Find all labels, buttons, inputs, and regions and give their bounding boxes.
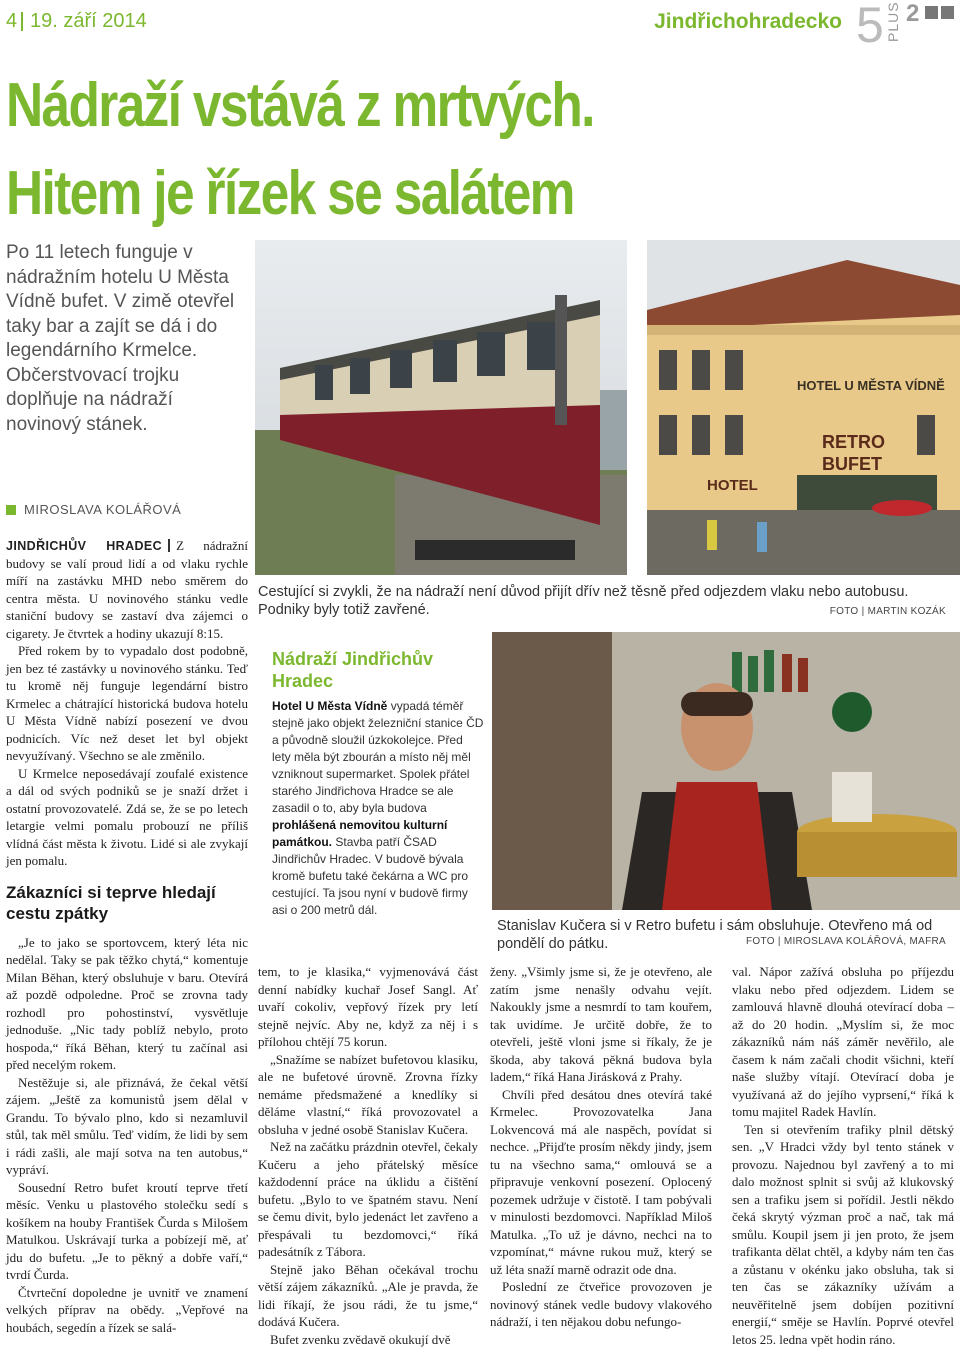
info-box-text: [272, 698, 484, 919]
author-name: MIROSLAVA KOLÁŘOVÁ: [24, 502, 181, 517]
article-paragraph: val. Nápor zažívá obsluha po příjezdu vlaku nebo před odjezdem. Lidem se zamlouvá hlavně dlouhá otevírací doba – až do 20 hodin. „Myslím si, že moc zákazníků nám náš záměr nevěřilo, ale časem k nám začali chodit všichni, kteří naše služby vítají. Otevírací doba je využívaná až do jejího vyprsení,“ říká k tomu majitel Radek Havlín.: [732, 963, 954, 1121]
photo2-caption: Stanislav Kučera si v Retro bufetu i sám obsluhuje. Otevřeno má od pondělí do pátku.: [497, 917, 952, 953]
retro-sign: RETRO: [822, 432, 885, 452]
article-paragraph: Stejně jako Běhan očekával trochu větší zájem zákazníků. „Ale je pravda, že lidi říkají, že jsou rádi, že tu jsme,“ dodává Kučera.: [258, 1261, 478, 1331]
info-box-text-2: Stavba patří ČSAD Jindřichův Hradec. V budově bývala kromě bufetu také čekárna a WC pro cestující. Ta jsou nyní v budově firmy asi o 200 metrů dál.: [272, 835, 468, 917]
article-column-2: [258, 963, 478, 1348]
dateline-divider: [168, 539, 170, 552]
info-box-text-1: vypadá téměř stejně jako objekt železniční stanice ČD a původně sloužil úzkokolejce. Před lety měla být zbourán a místo něj měl vzniknout supermarket. Spolek přátel starého Jindřichova Hradce se ale zasadil o to, aby byla budova: [272, 699, 483, 815]
byline: [6, 502, 181, 517]
train-photo: [255, 240, 627, 575]
info-box-title: Nádraží Jindřichův Hradec: [272, 648, 484, 692]
logo-superscript: 2: [906, 0, 919, 28]
paragraph-text: Z nádražní budovy se valí proud lidí a od vlaku rychle míří na zastávku MHD nebo směrem do centra města. U novinového stánku vedle staniční budovy se zastaví dva zájemci o cigarety. Je čtvrtek a hodiny ukazují 8:15.: [6, 538, 248, 641]
article-paragraph: Než na začátku prázdnin otevřel, čekaly Kučeru a jeho přátelský měsíce každodenní práce na úklidu a čištění bufetu. „Bylo to ve špatném stavu. Není se čemu divit, bylo jedenáct let zavřeno a přespávali tu bezdomovci,“ říká padesátník z Tábora.: [258, 1138, 478, 1261]
perex: Po 11 letech funguje v nádražním hotelu U Města Vídně bufet. V zimě otevřel taky bar a zajít se dá i do legendárního Krmelce. Občerstvovací trojku doplňuje na nádraží novinový stánek.: [6, 241, 246, 437]
info-box-bold-1: Hotel U Města Vídně: [272, 699, 387, 713]
article-paragraph: Čtvrteční dopoledne je uvnitř ve znamení velkých příprav na obědy. „Vepřové na houbách, segedín a řízek se salá-: [6, 1284, 248, 1337]
photo2-credit: FOTO | MIROSLAVA KOLÁŘOVÁ, MAFRA: [746, 936, 946, 947]
bartender-photo: [492, 632, 960, 910]
logo-number: 5: [856, 0, 884, 54]
article-paragraph: Sousední Retro bufet kroutí teprve třetí měsíc. Venku u plastového stolečku sedí s košíkem na houby František Čurda s Milošem Matulkou. Uskrávají turka a pobízejí mě, ať jdu do bufetu. „Je to pěkný a dobře vaří,“ tvrdí Čurda.: [6, 1179, 248, 1284]
hotel-photo: [647, 240, 960, 575]
article-paragraph: U Krmelce neposedávají zoufalé existence a dál od svých podniků se je snaží držet i ostatní provozovatelé. Zdá se, že se po letech letargie velmi pomalu probouzí ne příliš vlídná část města k životu. Lidé si ale zvykají jen pomalu.: [6, 765, 248, 870]
photo1-caption: Cestující si zvykli, že na nádraží není důvod přijít dřív než těsně před odjezdem vlaku nebo autobusu. Podniky byly totiž zavřené.: [258, 583, 958, 619]
info-box-bold-2: prohlášená nemovitou kulturní památkou.: [272, 818, 447, 849]
info-box: [272, 648, 484, 919]
article-paragraph: Bufet zvenku zvědavě okukují dvě: [258, 1331, 478, 1348]
article-paragraph: tem, to je klasika,“ vyjmenovává část denní nabídky kuchař Josef Sangl. Ať uvaří cokoliv, vepřový řízek pry letí stejně nejvíc. Aby ne, když za něj i s přílohou chtějí 75 korun.: [258, 963, 478, 1051]
article-column-4: [732, 963, 954, 1348]
photo1-credit: FOTO | MARTIN KOZÁK: [830, 606, 946, 617]
article-paragraph: ženy. „Všimly jsme si, že je otevřeno, ale zatím jsme nenašly odvahu vejít. Nakoukly jsme a nesmrdí to tam kouřem, tak uvidíme. Je určitě dobře, že to otevřeli, ještě vloni jsme si říkaly, že je škoda, aby taková pěkná budova byla ladem,“ říká Hana Jirásková z Prahy.: [490, 963, 712, 1086]
section-name: Jindřichohradecko: [654, 10, 842, 34]
article-paragraph: „Je to jako se sportovcem, který léta nic nedělal. Taky se pak těžko chytá,“ komentuje Milan Běhan, který obsluhuje v baru. Otevírá až pozdě odpoledne. Proč se zrovna tady rozhodl pro pohostinství, vysvětluje jednoduše. „Nic tady poblíž nebylo, proto hospoda,“ říká Běhan, který tu začínal asi před necelým rokem.: [6, 934, 248, 1074]
article-paragraph: Před rokem by to vypadalo dost podobně, jen bez té zastávky u novinového stánku. Teď tu kromě něj funguje legendární bistro Krmelec a chátrající historická budova hotelu U Města Vídně nabízí posezení ve dvou podnicích. Víc než deset let byl objekt nevyužívaný. Všechno se ale změnilo.: [6, 642, 248, 765]
header-divider: [21, 12, 23, 31]
article-paragraph: Chvíli před desátou dnes otevírá také Krmelec. Provozovatelka Jana Lokvencová má ale naspěch, povídat si nechce. „Přijďte prosím někdy jindy, jsem tu na všechno sama,“ omlouvá se a připravuje venkovní posezení. Oplocený pozemek udržuje v čistotě. I tam pobývali v minulosti bezdomovci. Například Miloš Matulka. „To už je dávno, nechci na to vzpomínat,“ mávne rukou muž, který se už léta snaží marně odrazit ode dna.: [490, 1086, 712, 1279]
article-paragraph: [6, 537, 248, 642]
page-number: 4: [6, 10, 17, 33]
article-paragraph: Nestěžuje si, ale přiznává, že čekal větší zájem. „Ještě za komunistů jsem dělal v Grandu. To bývalo plno, kdo si nezamluvil stůl, tak měl smůlu. Teď vidím, že lidi by sem i rádi zašli, ale mají sotva na ten autobus,“ vypráví.: [6, 1074, 248, 1179]
article-paragraph: Ten si otevřením trafiky plnil dětský sen. „V Hradci vždy byl tento stánek v provozu. Najednou byl zavřený a to mi dalo možnost splnit si svůj až klukovský sen a trafiku jsem si pořídil. Jestli někdo čeká skrytý výzman proč a nač, tak má smůlu. Koupil jsem ji jen proto, že jsem trafikanta dělat chtěl, a kdyby nám ten čas a zůstanu v okénku jako obsluha, tak si ten čas se zákazníky užívám a neuvěřitelně jsem dobíjen pozitivní energií,“ směje se Havlín. Poprvé otevřel letos 25. ledna vpět hodin ráno.: [732, 1121, 954, 1348]
subheading: Zákazníci si teprve hledají cestu zpátky: [6, 882, 248, 924]
article-column-1: [6, 537, 248, 1336]
dateline-city: JINDŘICHŮV HRADEC: [6, 539, 162, 553]
headline-line-1: Nádraží vstává z mrtvých.: [6, 62, 786, 150]
hotel-sign-2: HOTEL: [707, 477, 758, 494]
article-column-3: [490, 963, 712, 1331]
headline: [6, 62, 786, 238]
hotel-sign: HOTEL U MĚSTA VÍDNĚ: [797, 378, 945, 393]
issue-date: 19. září 2014: [30, 10, 147, 33]
logo-square-icon: [941, 6, 954, 19]
page-header: [0, 0, 960, 46]
headline-line-2: Hitem je řízek se salátem: [6, 150, 786, 238]
logo-plus: PLUS: [885, 1, 901, 42]
logo-square-icon: [925, 6, 938, 19]
article-paragraph: Poslední ze čtveřice provozoven je novinový stánek vedle budovy vlakového nádraží, i ten nějakou dobu nefungo-: [490, 1278, 712, 1331]
article-paragraph: „Snažíme se nabízet bufetovou klasiku, ale ne bufetové úrovně. Zrovna řízky nemáme předsmažené a knedlíky si děláme vlastní,“ říká provozovatel a obsluha v jedné osobě Stanislav Kučera.: [258, 1051, 478, 1139]
byline-square-icon: [6, 505, 16, 515]
bufet-sign: BUFET: [822, 454, 882, 474]
